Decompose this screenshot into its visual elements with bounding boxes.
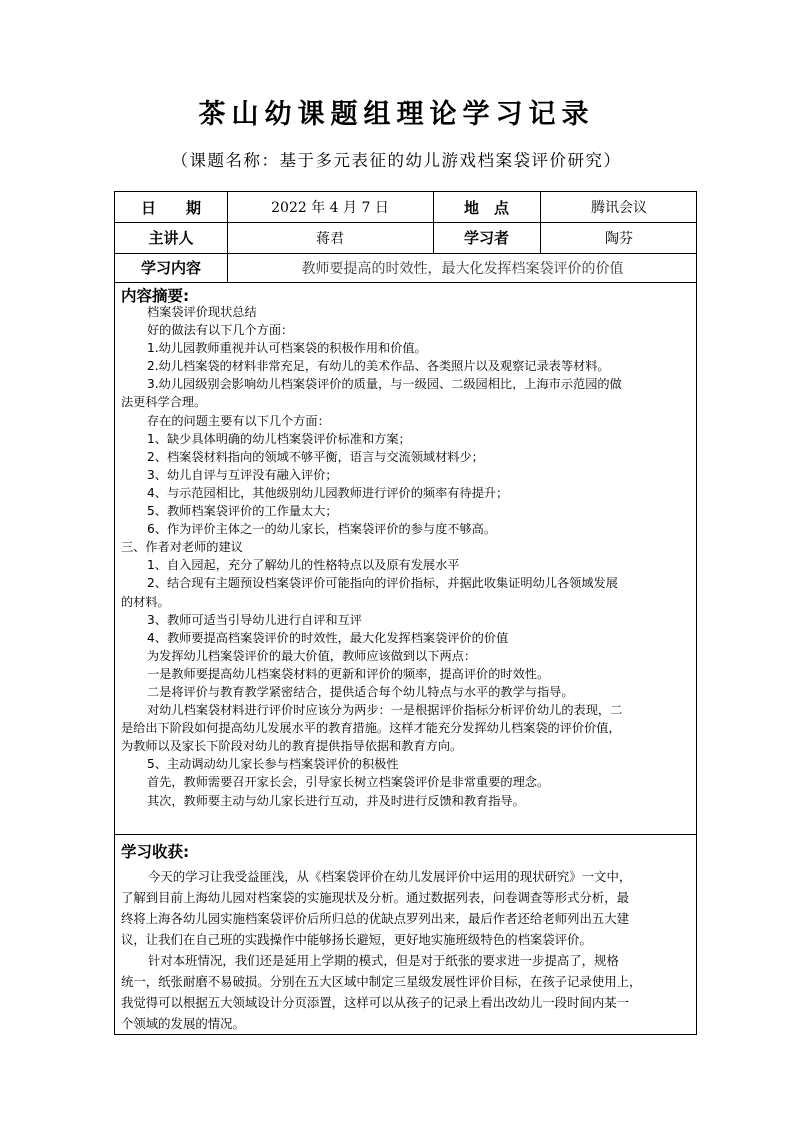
summary-line: 2.幼儿档案袋的材料非常充足，有幼儿的美术作品、各类照片以及观察记录表等材料。 — [147, 359, 610, 374]
date-label: 日 期 — [140, 198, 201, 217]
date-label-cell — [115, 192, 227, 222]
summary-line: 2、结合现有主题预设档案袋评价可能指向的评价指标，并据此收集证明幼儿各领域发展 — [147, 576, 618, 591]
learner-label-cell — [433, 222, 540, 253]
page-subtitle: （课题名称：基于多元表征的幼儿游戏档案袋评价研究） — [171, 151, 622, 170]
speaker-label: 主讲人 — [148, 229, 194, 247]
summary-line: 1、自入园起，充分了解幼儿的性格特点以及原有发展水平 — [147, 558, 460, 573]
learner-value-cell — [540, 222, 698, 253]
record-table — [114, 191, 697, 1035]
summary-line: 5、主动调动幼儿家长参与档案袋评价的积极性 — [147, 757, 399, 772]
summary-line: 一是教师要提高幼儿档案袋材料的更新和评价的频率，提高评价的时效性。 — [147, 666, 550, 681]
summary-line: 3.幼儿园级别会影响幼儿档案袋评价的质量，与一级园、二级园相比，上海市示范园的做 — [147, 377, 622, 392]
place-value-cell — [540, 192, 698, 222]
date-value-cell — [227, 192, 433, 222]
summary-line: 二是将评价与教育教学紧密结合，提供适合每个幼儿特点与水平的教学与指导。 — [147, 684, 574, 699]
summary-line: 档案袋评价现状总结 — [147, 305, 257, 319]
content-label: 学习内容 — [140, 259, 201, 277]
summary-line: 4、与示范园相比，其他级别幼儿园教师进行评价的频率有待提升； — [147, 485, 509, 500]
summary-line: 4、教师要提高档案袋评价的时效性，最大化发挥档案袋评价的价值 — [147, 630, 509, 645]
summary-body — [121, 303, 688, 810]
summary-line: 6、作为评价主体之一的幼儿家长，档案袋评价的参与度不够高。 — [147, 522, 497, 537]
summary-line: 3、教师可适当引导幼儿进行自评和互评 — [147, 612, 362, 627]
summary-line: 1、缺少具体明确的幼儿档案袋评价标准和方案； — [147, 431, 411, 446]
content-value-cell — [227, 253, 698, 282]
summary-line: 3、幼儿自评与互评没有融入评价； — [147, 467, 338, 482]
summary-line: 为发挥幼儿档案袋评价的最大价值，教师应该做到以下两点： — [147, 648, 477, 663]
place-label: 地 点 — [463, 198, 509, 217]
harvest-line: 议，让我们在自己班的实践操作中能够扬长避短，更好地实施班级特色的档案袋评价。 — [121, 932, 592, 947]
page-title: 茶山幼课题组理论学习记录 — [198, 99, 595, 130]
summary-line: 1.幼儿园教师重视并认可档案袋的积极作用和价值。 — [147, 341, 427, 356]
speaker-label-cell — [115, 222, 227, 253]
summary-line: 5、教师档案袋评价的工作量太大； — [147, 504, 338, 519]
summary-line: 其次，教师要主动与幼儿家长进行互动，并及时进行反馈和教育指导。 — [147, 793, 525, 808]
harvest-line: 统一，纸张耐磨不易破损。分别在五大区域中制定三星级发展性评价目标，在孩子记录使用上， — [121, 974, 642, 989]
learner-label: 学习者 — [463, 229, 509, 247]
summary-heading: 内容摘要: — [121, 287, 190, 305]
content-value: 教师要提高的时效性，最大化发挥档案袋评价的价值 — [301, 260, 624, 277]
summary-line: 首先，教师需要召开家长会，引导家长树立档案袋评价是非常重要的理念。 — [147, 775, 550, 790]
summary-line: 三、作者对老师的建议 — [121, 540, 243, 555]
summary-line: 为教师以及家长下阶段对幼儿的教育提供指导依据和教育方向。 — [121, 739, 463, 754]
summary-line: 法更科学合理。 — [121, 395, 207, 410]
row-divider — [115, 282, 696, 283]
date-value: 2022 年 4 月 7 日 — [271, 200, 389, 216]
harvest-line: 今天的学习让我受益匪浅，从《档案袋评价在幼儿发展评价中运用的现状研究》一文中， — [148, 869, 632, 884]
summary-line: 是给出下阶段如何提高幼儿发展水平的教育措施。这样才能充分发挥幼儿档案袋的评价价值， — [121, 721, 621, 736]
row-divider — [115, 834, 696, 835]
summary-line: 存在的问题主要有以下几个方面： — [147, 413, 330, 428]
harvest-line: 了解到目前上海幼儿园对档案袋的实施现状及分析。通过数据列表，问卷调查等形式分析，最 — [121, 890, 630, 905]
speaker-value-cell — [227, 222, 433, 253]
harvest-line: 终将上海各幼儿园实施档案袋评价后所归总的优缺点罗列出来，最后作者还给老师列出五大建 — [121, 911, 630, 926]
speaker-value: 蒋君 — [316, 230, 344, 247]
harvest-line: 针对本班情况，我们还是延用上学期的模式，但是对于纸张的要求进一步提高了，规格 — [148, 953, 619, 968]
harvest-line: 个领域的发展的情况。 — [121, 1016, 245, 1031]
learner-value: 陶芬 — [605, 230, 633, 247]
harvest-body — [121, 866, 688, 1034]
place-label-cell — [433, 192, 540, 222]
summary-line: 好的做法有以下几个方面： — [147, 323, 294, 338]
harvest-line: 我觉得可以根据五大领域设计分页添置，这样可以从孩子的记录上看出改幼儿一段时间内某一 — [121, 995, 630, 1010]
summary-line: 2、档案袋材料指向的领域不够平衡，语言与交流领域材料少； — [147, 449, 484, 464]
harvest-heading: 学习收获: — [121, 843, 190, 861]
content-label-cell — [115, 253, 227, 282]
summary-line: 对幼儿档案袋材料进行评价时应该分为两步：一是根据评价指标分析评价幼儿的表现，二 — [147, 703, 623, 718]
summary-line: 的材料。 — [121, 594, 170, 609]
place-value: 腾讯会议 — [591, 200, 647, 216]
